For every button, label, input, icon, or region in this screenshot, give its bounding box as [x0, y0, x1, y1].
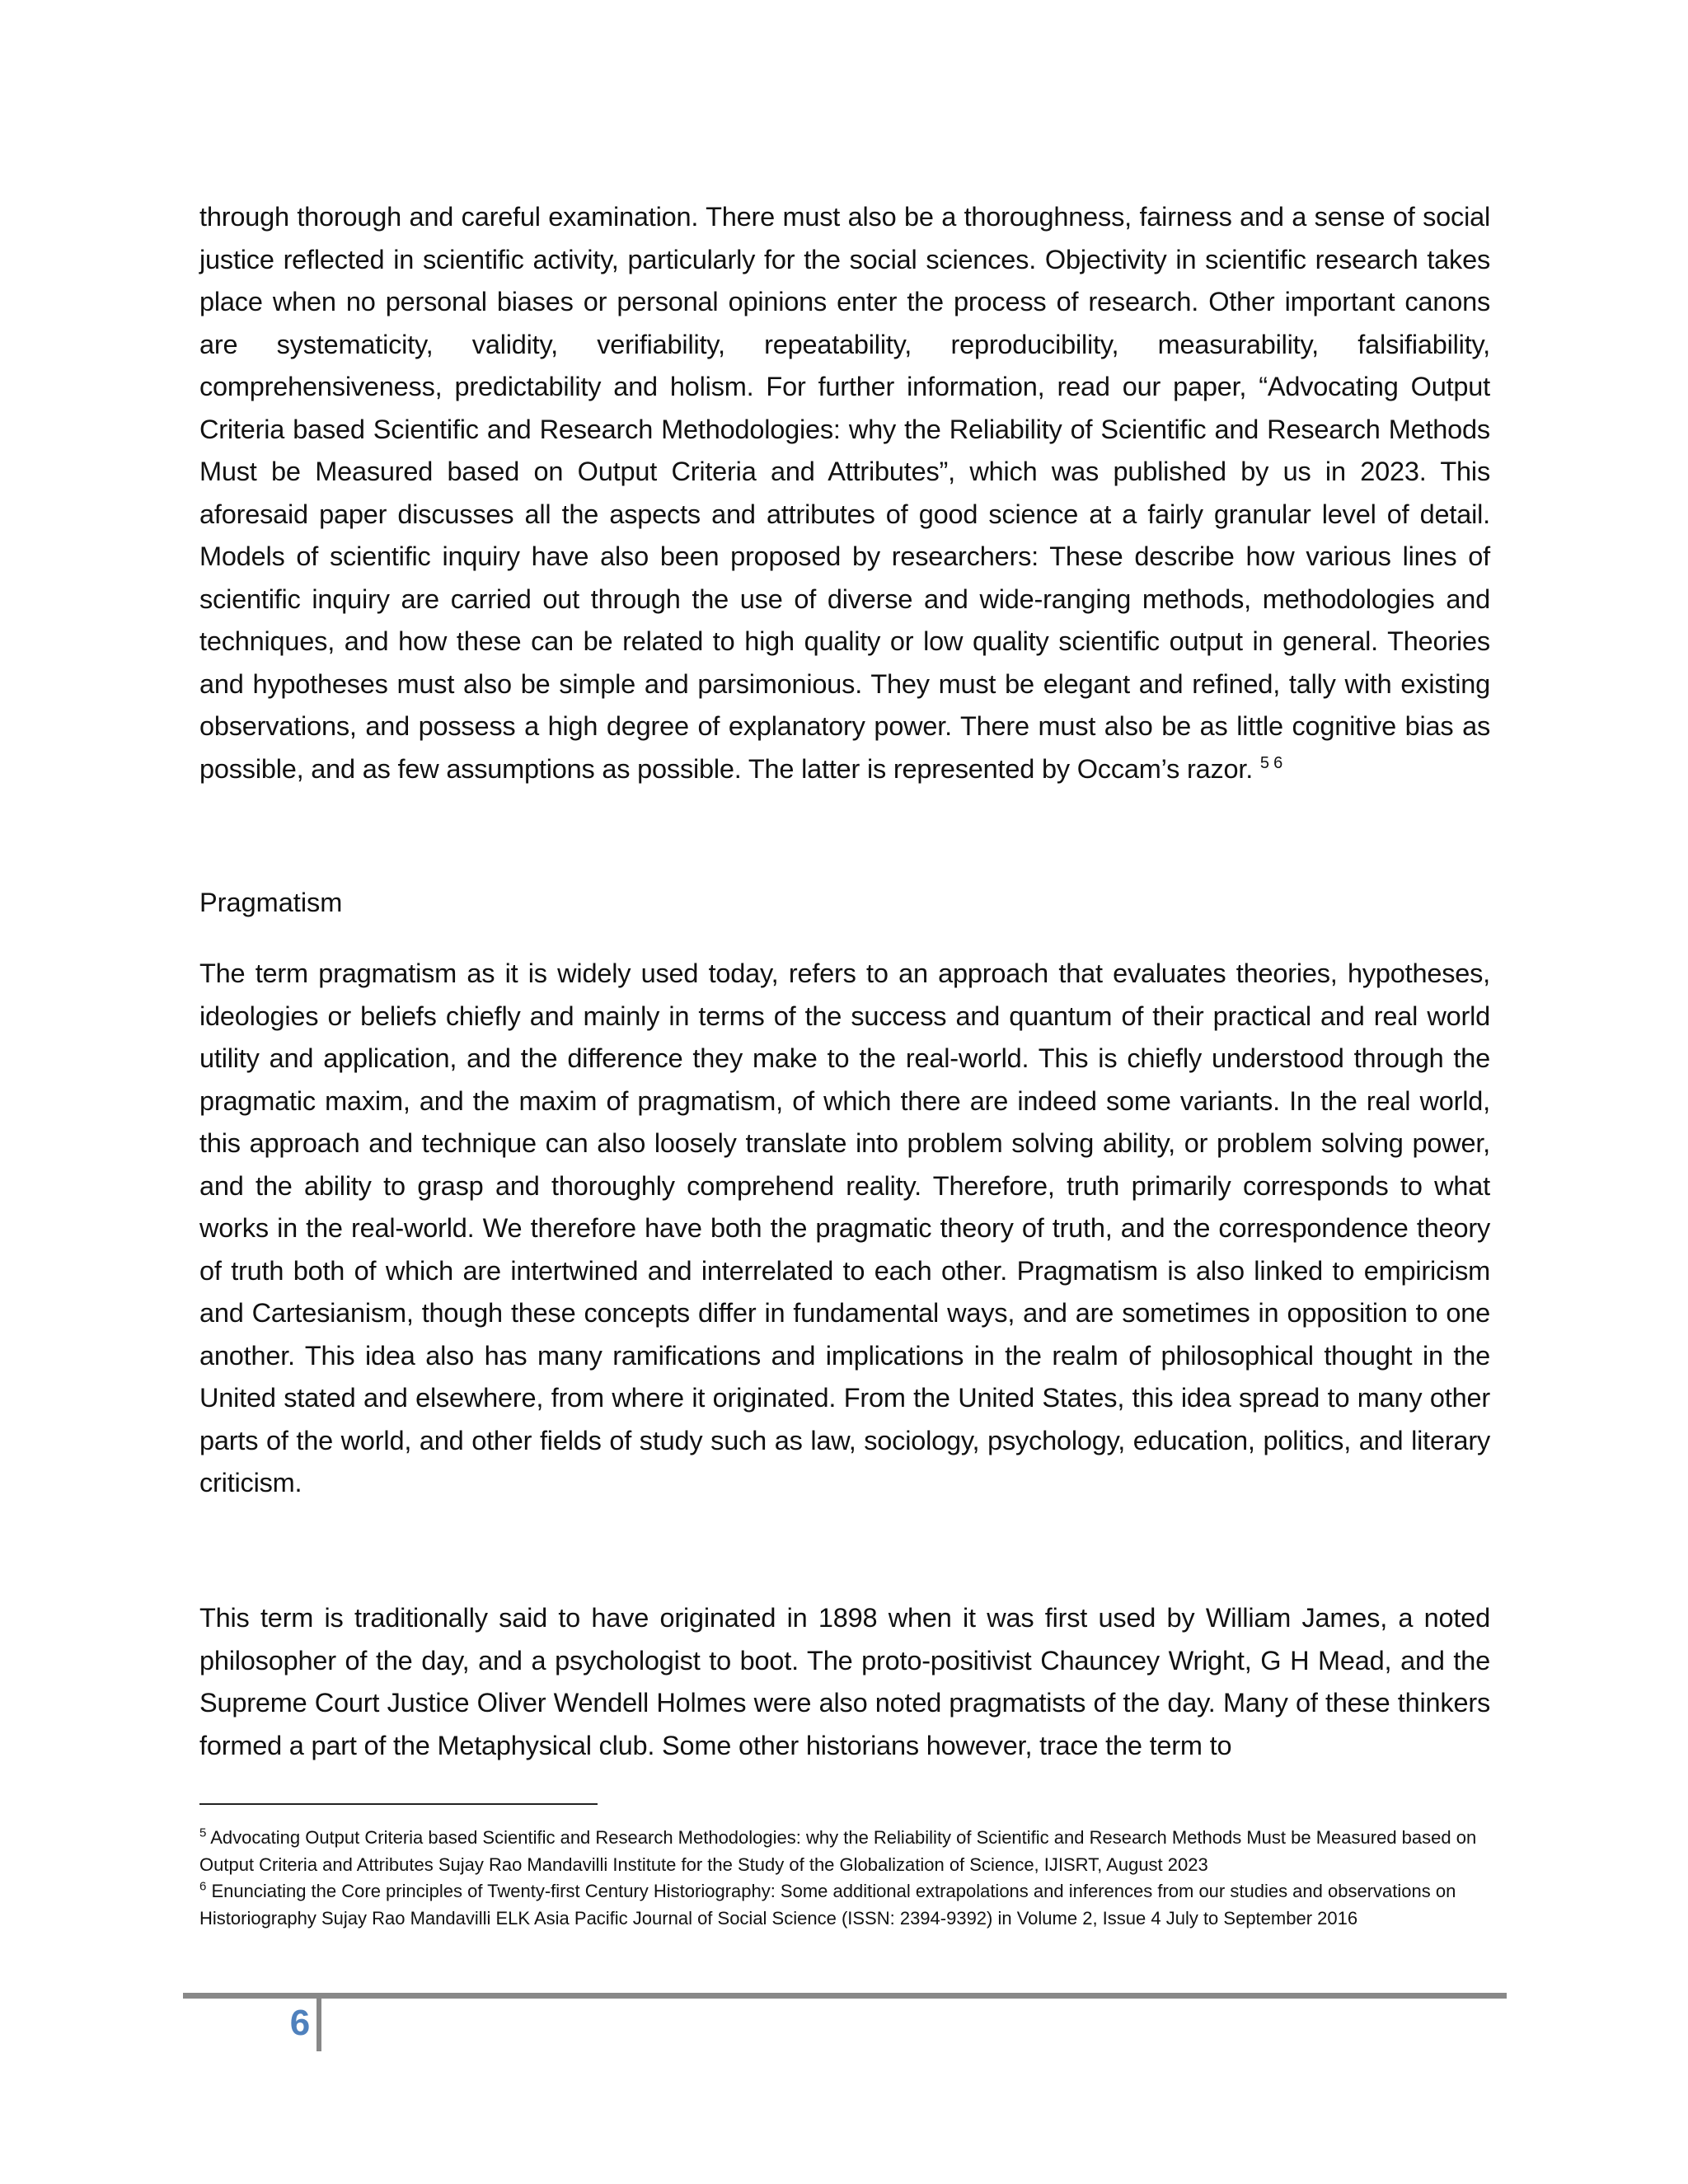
footnote-6: [199, 1878, 1490, 1932]
footnote-text: Advocating Output Criteria based Scientific and Research Methodologies: why the Reliability of Scientific and Research Methods Must be Measured based on Output Criteria and Attributes Sujay Rao Mandavilli Institute for the Study of the Globalization of Science, IJISRT, August 2023: [199, 1827, 1477, 1875]
footnote-reference-5-6[interactable]: 5 6: [1259, 753, 1283, 772]
page-number: 6: [289, 2003, 311, 2043]
footnote-5: [199, 1825, 1490, 1878]
footnote-separator: [199, 1803, 598, 1805]
body-paragraph-1: [199, 196, 1490, 790]
footnote-text: Enunciating the Core principles of Twenty-first Century Historiography: Some additional extrapolations and inferences from our studies and observations on Historiography Sujay Rao Mandavilli ELK Asia Pacific Journal of Social Science (ISSN: 2394-9392) in Volume 2, Issue 4 July to September 2016: [199, 1881, 1456, 1929]
footer-rule: [183, 1993, 1507, 1999]
paragraph-1-text: through thorough and careful examination. There must also be a thoroughness, fairness and a sense of social justice reflected in scientific activity, particularly for the social sciences. Objectivity in scientific research takes place when no personal biases or personal opinions enter the process of research. Other important canons are systematicity, validity, verifiability, repeatability, reproducibility, measurability, falsifiability, comprehensiveness, predictability and holism. For further information, read our paper, “Advocating Output Criteria based Scientific and Research Methodologies: why the Reliability of Scientific and Research Methods Must be Measured based on Output Criteria and Attributes”, which was published by us in 2023. This aforesaid paper discusses all the aspects and attributes of good science at a fairly granular level of detail. Models of scientific inquiry have also been proposed by researchers: These describe how various lines of scientific inquiry are carried out through the use of diverse and wide-ranging methods, methodologies and techniques, and how these can be related to high quality or low quality scientific output in general. Theories and hypotheses must also be simple and parsimonious. They must be elegant and refined, tally with existing observations, and possess a high degree of explanatory power. There must also be as little cognitive bias as possible, and as few assumptions as possible. The latter is represented by Occam’s razor.: [199, 202, 1490, 784]
footnotes: [199, 1825, 1490, 1932]
footnote-number: 5: [199, 1825, 207, 1840]
footnote-number: 6: [199, 1879, 207, 1894]
footer-divider: [316, 1995, 321, 2051]
body-paragraph-2: The term pragmatism as it is widely used today, refers to an approach that evaluates theories, hypotheses, ideologies or beliefs chiefly and mainly in terms of the success and quantum of their practical and real world utility and application, and the difference they make to the real-world. This is chiefly understood through the pragmatic maxim, and the maxim of pragmatism, of which there are indeed some variants. In the real world, this approach and technique can also loosely translate into problem solving ability, or problem solving power, and the ability to grasp and thoroughly comprehend reality. Therefore, truth primarily corresponds to what works in the real-world. We therefore have both the pragmatic theory of truth, and the correspondence theory of truth both of which are intertwined and interrelated to each other. Pragmatism is also linked to empiricism and Cartesianism, though these concepts differ in fundamental ways, and are sometimes in opposition to one another. This idea also has many ramifications and implications in the realm of philosophical thought in the United stated and elsewhere, from where it originated. From the United States, this idea spread to many other parts of the world, and other fields of study such as law, sociology, psychology, education, politics, and literary criticism.: [199, 958, 1490, 1497]
section-heading: Pragmatism: [199, 888, 343, 917]
body-paragraph-3: This term is traditionally said to have originated in 1898 when it was first used by William James, a noted philosopher of the day, and a psychologist to boot. The proto-positivist Chauncey Wright, G H Mead, and the Supreme Court Justice Oliver Wendell Holmes were also noted pragmatists of the day. Many of these thinkers formed a part of the Metaphysical club. Some other historians however, trace the term to: [199, 1603, 1490, 1760]
